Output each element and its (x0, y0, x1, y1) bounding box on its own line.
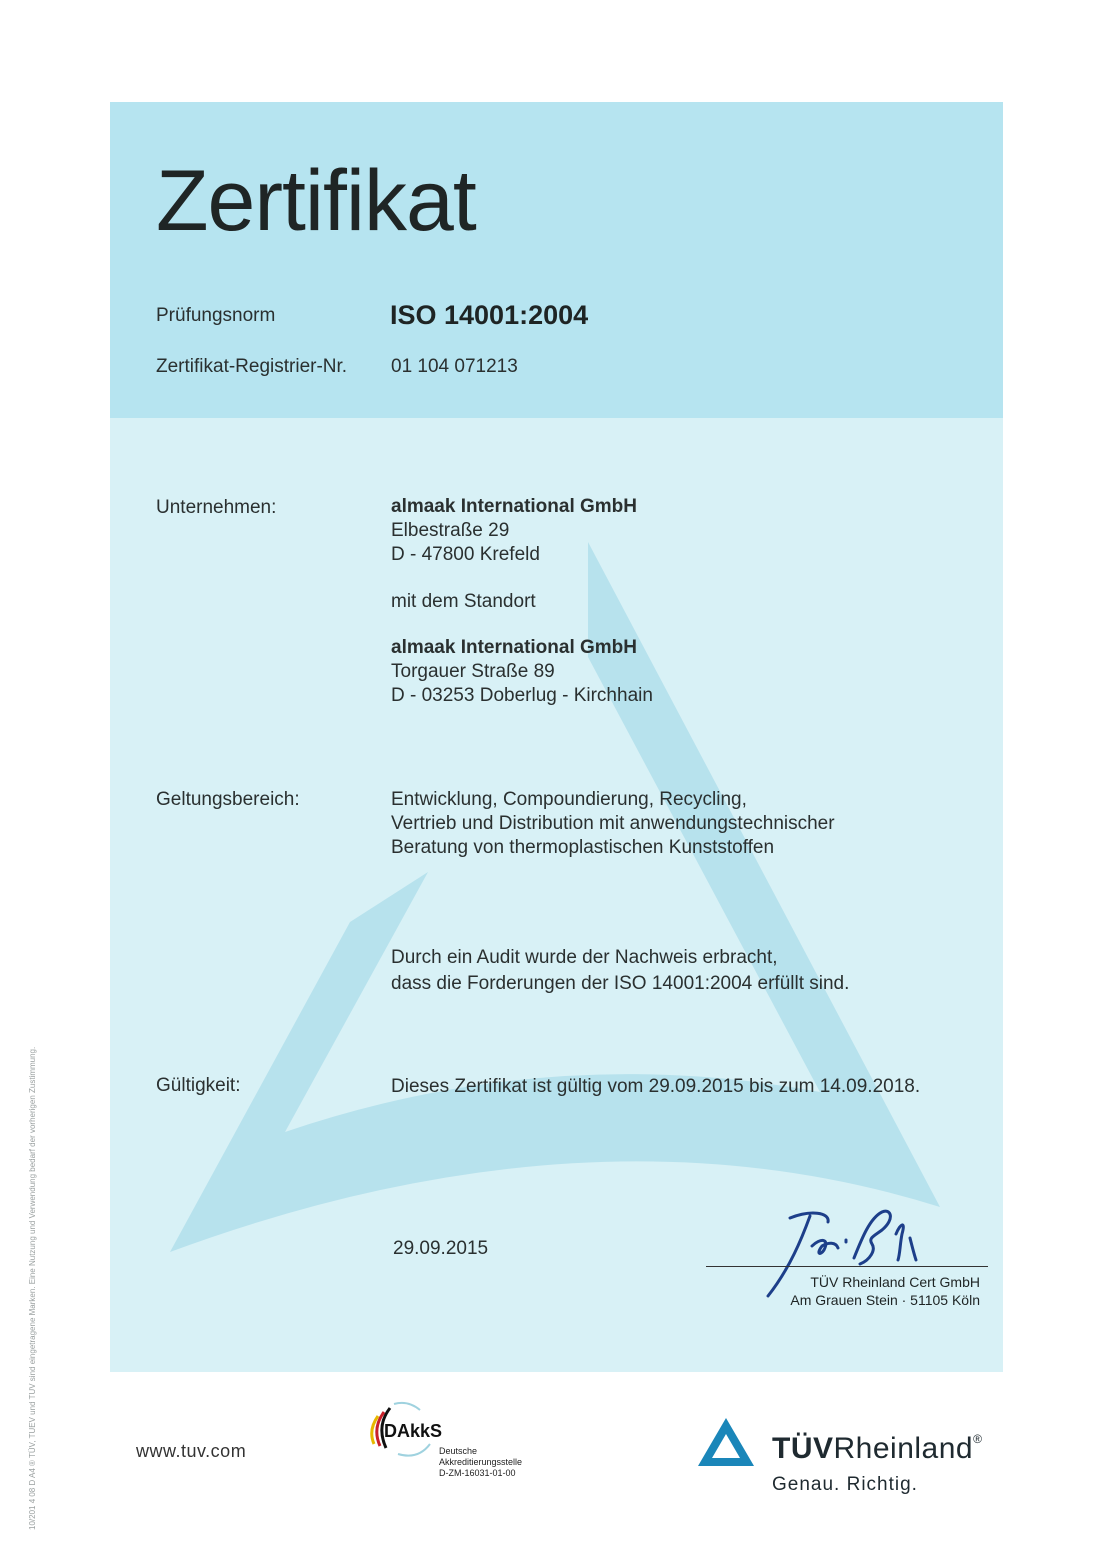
tuv-triangle-watermark-icon (110, 102, 1003, 1372)
website-link[interactable]: www.tuv.com (136, 1441, 247, 1461)
norm-value: ISO 14001:2004 (390, 300, 589, 330)
tuv-wordmark-bold: TÜV (772, 1432, 834, 1465)
scope-line: Entwicklung, Compoundierung, Recycling, (391, 789, 747, 810)
company-street: Elbestraße 29 (391, 520, 510, 541)
registered-mark: ® (973, 1432, 983, 1446)
site-intro: mit dem Standort (391, 591, 536, 612)
issuer-address: Am Grauen Stein · 51105 Köln (790, 1292, 980, 1308)
company-name: almaak International GmbH (391, 496, 638, 517)
validity-text: Dieses Zertifikat ist gültig vom 29.09.2015 bis zum 14.09.2018. (391, 1076, 921, 1097)
dakks-line: Akkreditierungsstelle (439, 1457, 523, 1467)
validity-label: Gültigkeit: (156, 1075, 241, 1096)
tuv-triangle-logo-icon (696, 1416, 756, 1468)
audit-line: dass die Forderungen der ISO 14001:2004 erfüllt sind. (391, 973, 850, 994)
scope-text (391, 788, 835, 860)
scope-line: Beratung von thermoplastischen Kunststoffen (391, 837, 775, 858)
scope-line: Vertrieb und Distribution mit anwendungstechnischer (391, 813, 835, 834)
site-street: Torgauer Straße 89 (391, 661, 555, 682)
registry-number: 01 104 071213 (391, 356, 518, 377)
issuer-name: TÜV Rheinland Cert GmbH (810, 1274, 980, 1290)
issue-date: 29.09.2015 (393, 1238, 489, 1259)
company-label: Unternehmen: (156, 497, 277, 518)
dakks-caption (439, 1446, 522, 1479)
site-city: D - 03253 Doberlug - Kirchhain (391, 685, 653, 706)
audit-statement (391, 945, 849, 997)
site-address (391, 636, 653, 708)
dakks-line: Deutsche (439, 1446, 478, 1456)
audit-line: Durch ein Audit wurde der Nachweis erbracht, (391, 947, 778, 968)
tuv-rheinland-wordmark (772, 1432, 982, 1466)
registry-label: Zertifikat-Registrier-Nr. (156, 356, 348, 377)
certificate-title: Zertifikat (156, 153, 476, 249)
side-legal-note: 10/201 4 08 D A4 ® TÜV, TUEV und TUV sind eingetragene Marken. Eine Nutzung und Verwendung bedarf der vorherigen Zustimmung. (28, 1046, 37, 1530)
company-city: D - 47800 Krefeld (391, 544, 540, 565)
signature-line (706, 1266, 988, 1267)
norm-label: Prüfungsnorm (156, 305, 276, 326)
site-name: almaak International GmbH (391, 637, 638, 658)
tuv-wordmark-regular: Rheinland (833, 1432, 974, 1465)
tuv-tagline: Genau. Richtig. (772, 1474, 918, 1495)
dakks-wordmark: DAkkS (384, 1421, 443, 1441)
dakks-line: D-ZM-16031-01-00 (439, 1468, 516, 1478)
company-address (391, 495, 637, 567)
scope-label: Geltungsbereich: (156, 789, 300, 810)
issuer-block (720, 1273, 980, 1309)
